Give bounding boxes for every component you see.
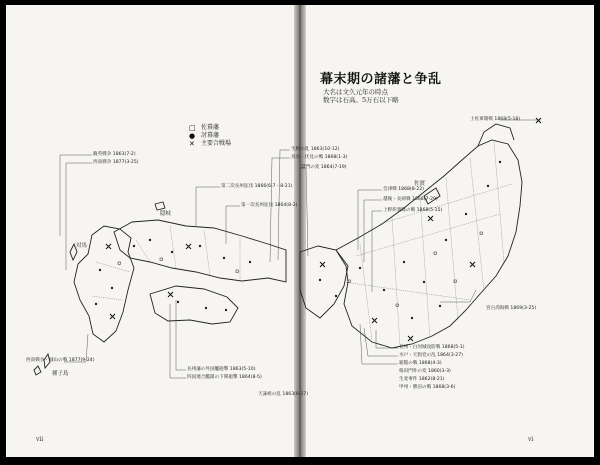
event-label: 薩英戦争 1863(7-2) bbox=[93, 152, 136, 157]
event-label: 生野の乱 1863(10-12) bbox=[291, 147, 340, 152]
oki-island bbox=[155, 202, 165, 210]
event-label: 長州・白河城攻防戦 1868(5-1) bbox=[399, 345, 465, 350]
legend-item-battle bbox=[189, 140, 231, 148]
shikoku-outline bbox=[150, 286, 238, 324]
event-label: 天誅組の乱 1863(8-17) bbox=[258, 392, 309, 397]
place-label: 隠岐 bbox=[160, 211, 172, 217]
page-number-right: vi bbox=[528, 436, 534, 443]
yakushima-island bbox=[34, 366, 41, 375]
event-label: 鳥羽・伏見の戦 1868(1-3) bbox=[291, 155, 348, 160]
event-label: 西南戦争・城山の戦 1877(9-24) bbox=[26, 358, 95, 363]
subtitle-line-2: 数字は石高。5万石以下略 bbox=[323, 96, 399, 104]
place-label: 佐渡 bbox=[414, 181, 426, 187]
legend-item-tobaku bbox=[189, 132, 231, 140]
square-icon: □ bbox=[189, 124, 196, 132]
map-legend bbox=[189, 124, 231, 148]
tohoku-tip-outline bbox=[478, 124, 514, 146]
map-title: 幕末期の諸藩と争乱 bbox=[320, 72, 442, 87]
event-label: 第二次長州征伐 1866(6-7・8-21) bbox=[221, 184, 293, 189]
event-label: 上野彰義隊の戦 1868(5-15) bbox=[383, 208, 443, 213]
west-honshu-outline bbox=[114, 220, 286, 282]
event-label: 第一次長州征伐 1864(8-2) bbox=[241, 203, 298, 208]
event-label: 土佐軍開戦 1868(5-18) bbox=[470, 117, 521, 122]
kansai-outline bbox=[300, 246, 348, 318]
legend-item-sabaku bbox=[189, 124, 231, 132]
legend-label: 主要合戦場 bbox=[201, 140, 232, 147]
event-label: 箱館の戦 1868(4-3) bbox=[399, 361, 442, 366]
event-label: 禁門の変 1864(7-19) bbox=[301, 165, 347, 170]
place-label: 種子島 bbox=[52, 371, 69, 377]
event-label: 宮古湾海戦 1869(3-25) bbox=[486, 306, 537, 311]
event-label: 会津戦 1868(8-22) bbox=[383, 187, 424, 192]
dot-icon: ● bbox=[189, 132, 196, 140]
event-label: 四国連合艦隊の下関砲撃 1864(8-5) bbox=[187, 375, 262, 380]
legend-label: 佐幕藩 bbox=[201, 124, 220, 131]
cross-icon: ✕ bbox=[189, 140, 195, 148]
event-label: 越後・長岡戦 1868(7-29) bbox=[383, 197, 438, 202]
event-label: 水戸・天狗党の乱 1864(3-27) bbox=[399, 353, 463, 358]
event-label: 甲州・勝沼の戦 1868(3-6) bbox=[399, 385, 456, 390]
event-label: 桜田門外の変 1860(3-3) bbox=[399, 369, 451, 374]
page-number-left: vii bbox=[36, 436, 44, 443]
subtitle-line-1: 大名は文久元年の時点 bbox=[323, 88, 388, 96]
event-label: 長州藩の外国艦砲撃 1863(5-10) bbox=[187, 367, 256, 372]
place-label: 対馬 bbox=[76, 243, 88, 249]
legend-label: 討幕藩 bbox=[201, 132, 220, 139]
event-label: 生麦事件 1862(8-21) bbox=[399, 377, 445, 382]
event-label: 西南戦争 1877(3-25) bbox=[93, 160, 139, 165]
map-subtitle bbox=[323, 88, 399, 104]
